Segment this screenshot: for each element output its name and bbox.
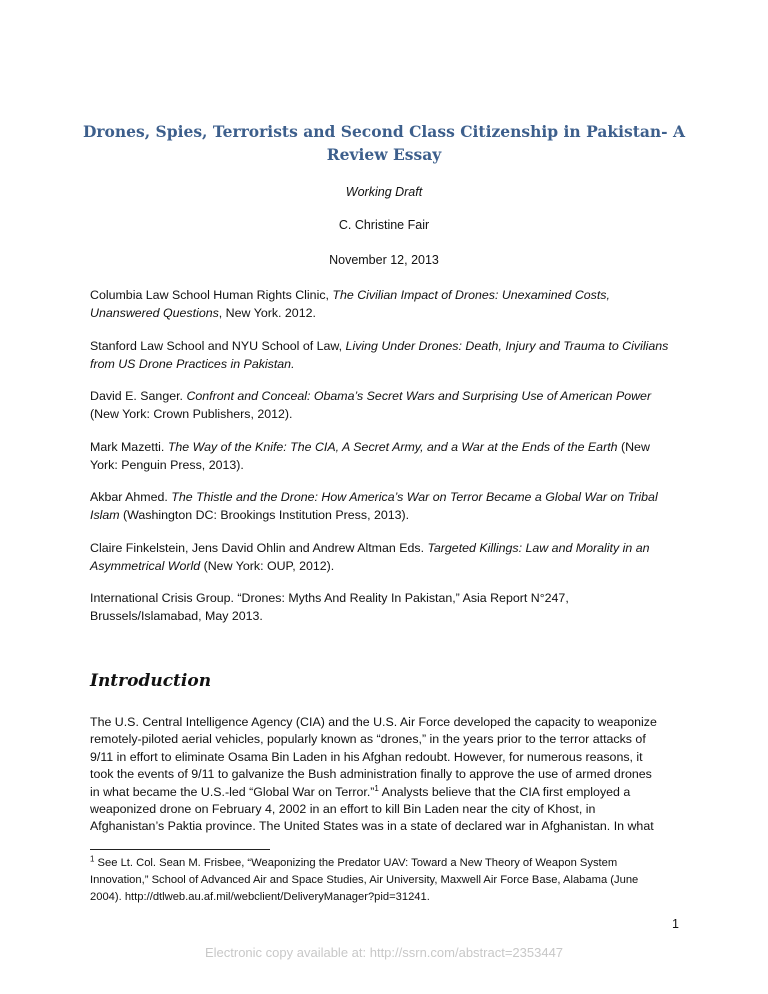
text-line bbox=[90, 488, 690, 506]
subtitle: Working Draft bbox=[345, 185, 423, 199]
text-run: Brussels/Islamabad, May 2013. bbox=[90, 609, 263, 623]
text-line bbox=[90, 589, 690, 607]
watermark: Electronic copy available at: http://ssrn.com/abstract=2353447 bbox=[204, 945, 564, 960]
text-run: 2004). http://dtlweb.au.af.mil/webclient/DeliveryManager?pid=31241. bbox=[90, 891, 430, 903]
text-line bbox=[90, 872, 638, 889]
text-run: The Way of the Knife: The CIA, A Secret Army, and a War at the Ends of the Earth bbox=[167, 439, 618, 454]
text-run: David E. Sanger. bbox=[90, 389, 187, 403]
text-line bbox=[90, 539, 690, 557]
text-run: Unanswered Questions bbox=[90, 306, 219, 320]
text-run: Targeted Killings: Law and Morality in an bbox=[427, 540, 650, 555]
text-run: Claire Finkelstein, Jens David Ohlin and Andrew Altman Eds. bbox=[90, 540, 428, 555]
text-line bbox=[90, 607, 690, 625]
title-line: Drones, Spies, Terrorists and Second Class Citizenship in Pakistan- A bbox=[82, 122, 686, 141]
reference-list bbox=[90, 286, 690, 640]
reference-item bbox=[90, 539, 690, 575]
text-run: Asymmetrical World bbox=[90, 558, 201, 573]
text-run: Afghanistan’s Paktia province. The United States was in a state of declared war in Afghanistan. In what bbox=[90, 819, 654, 834]
reference-item bbox=[90, 337, 690, 373]
text-run: Stanford Law School and NYU School of Law, bbox=[90, 338, 346, 353]
text-line bbox=[90, 801, 657, 818]
text-line bbox=[90, 438, 690, 456]
author: C. Christine Fair bbox=[338, 218, 430, 232]
document-title bbox=[60, 120, 708, 166]
text-run: Innovation,” School of Advanced Air and Space Studies, Air University, Maxwell Air Force Base, Alabama (June bbox=[90, 874, 639, 886]
text-line bbox=[90, 749, 657, 766]
text-line bbox=[90, 889, 638, 906]
text-run: (New York: Crown Publishers, 2012). bbox=[90, 407, 293, 421]
date: November 12, 2013 bbox=[329, 253, 439, 267]
text-run: York: Penguin Press, 2013). bbox=[90, 457, 244, 472]
text-line bbox=[90, 304, 690, 322]
footnote-marker: 1 bbox=[374, 783, 379, 793]
text-line bbox=[90, 731, 657, 748]
text-run: The Thistle and the Drone: How America’s War on Terror Became a Global War on Tribal bbox=[171, 490, 658, 504]
text-line bbox=[90, 855, 638, 872]
text-run: weaponized drone on February 4, 2002 in an effort to kill Bin Laden near the city of Khost, in bbox=[90, 802, 596, 817]
reference-item bbox=[90, 387, 690, 423]
text-line bbox=[90, 337, 690, 355]
text-run: (New bbox=[617, 439, 650, 454]
text-run: The Civilian Impact of Drones: Unexamined Costs, bbox=[332, 288, 610, 302]
page-number: 1 bbox=[672, 917, 679, 931]
text-line bbox=[90, 286, 690, 304]
text-run: Analysts believe that the CIA first employed a bbox=[378, 784, 631, 799]
text-run: (Washington DC: Brookings Institution Press, 2013). bbox=[119, 508, 410, 522]
intro-paragraph bbox=[90, 714, 657, 836]
text-run: International Crisis Group. “Drones: Myths And Reality In Pakistan,” Asia Report N°247, bbox=[90, 591, 569, 605]
text-line bbox=[90, 818, 657, 835]
text-run: 9/11 in effort to eliminate Osama Bin Laden in his Afghan redoubt. However, for numerous reasons, it bbox=[90, 749, 643, 764]
text-run: See Lt. Col. Sean M. Frisbee, “Weaponizing the Predator UAV: Toward a New Theory of Weapon System bbox=[94, 857, 618, 869]
text-run: Islam bbox=[90, 508, 120, 522]
text-line bbox=[90, 456, 690, 474]
text-line bbox=[90, 766, 657, 783]
text-run: took the events of 9/11 to galvanize the Bush administration finally to approve the use of armed drones bbox=[90, 767, 652, 782]
reference-item bbox=[90, 438, 690, 474]
footnote bbox=[90, 855, 638, 906]
footnote-marker: 1 bbox=[90, 854, 95, 864]
section-heading: Introduction bbox=[90, 671, 212, 691]
text-run: The U.S. Central Intelligence Agency (CIA) and the U.S. Air Force developed the capacity to weaponize bbox=[90, 715, 657, 729]
text-line bbox=[90, 784, 657, 801]
text-run: Akbar Ahmed. bbox=[90, 490, 172, 504]
reference-item bbox=[90, 286, 690, 322]
text-run: in what became the U.S.-led “Global War on Terror.” bbox=[90, 784, 375, 799]
text-run: Living Under Drones: Death, Injury and Trauma to Civilians bbox=[345, 338, 669, 353]
reference-item bbox=[90, 589, 690, 625]
text-line bbox=[90, 714, 657, 731]
title-line: Review Essay bbox=[326, 145, 442, 164]
text-line bbox=[90, 506, 690, 524]
text-line bbox=[90, 387, 690, 405]
text-run: Confront and Conceal: Obama’s Secret Wars and Surprising Use of American Power bbox=[186, 389, 652, 403]
text-line bbox=[90, 355, 690, 373]
text-line bbox=[90, 557, 690, 575]
text-run: Mark Mazetti. bbox=[90, 439, 168, 454]
text-run: Columbia Law School Human Rights Clinic, bbox=[90, 288, 333, 302]
text-line bbox=[90, 405, 690, 423]
text-run: from US Drone Practices in Pakistan. bbox=[90, 356, 295, 371]
text-run: remotely-piloted aerial vehicles, popularly known as “drones,” in the years prior to the terror attacks of bbox=[90, 732, 646, 747]
text-run: , New York. 2012. bbox=[218, 306, 316, 320]
footnote-separator bbox=[90, 849, 270, 850]
text-run: (New York: OUP, 2012). bbox=[200, 558, 335, 573]
reference-item bbox=[90, 488, 690, 524]
